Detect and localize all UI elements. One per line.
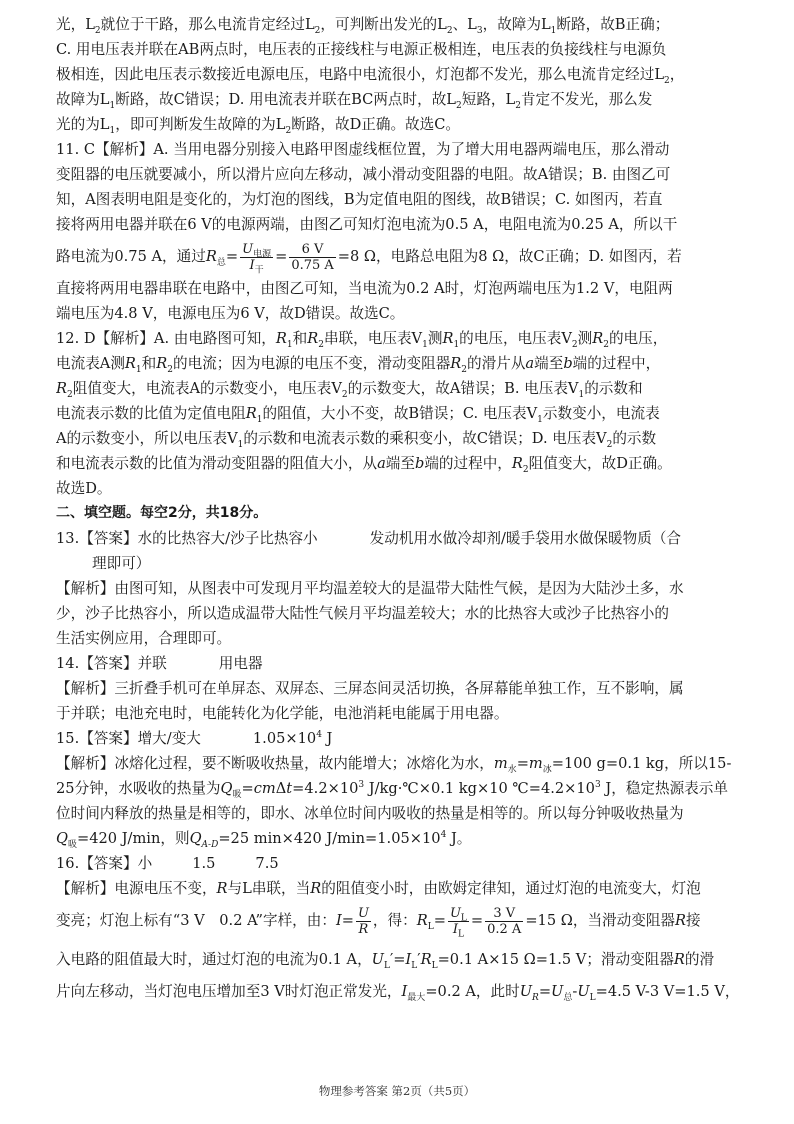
text-line: C. 用电压表并联在AB两点时，电压表的正接线柱与电源正极相连，电压表的负接线柱与电源负 xyxy=(56,41,667,58)
text-line: 故选D。 xyxy=(56,480,112,497)
formula-line: 路电流为0.75 A，通过$R_总=$ $\frac{U_{电源}}{I_干}$ = $\frac{6 V}{0.75 A}$ =8 Ω，电路总电阻为8 Ω，故C正确；D. 如图丙，若 xyxy=(56,241,682,276)
fraction: $\frac{6 V}{0.75 A}$ xyxy=(291,241,334,273)
page-footer: 物理参考答案 第2页（共5页） xyxy=(318,1084,476,1098)
text-line: 少，沙子比热容小，所以造成温带大陆性气候月平均温差较大；水的比热容大或沙子比热容小的 xyxy=(56,605,669,622)
text-line: 极相连，因此电压表示数接近电源电压，电路中电流很小，灯泡都不发光，那么电流肯定经过$L_2$， xyxy=(56,66,685,86)
q16-answer: 16.【答案】小 1.5 7.5 xyxy=(56,855,279,872)
text-line: 光的为$L_1$，即可判断发生故障的为$L_2$断路，故D正确。故选C。 xyxy=(56,116,460,136)
text-line: 电流表示数的比值为定值电阻$R_1$的阻值，大小不变，故B错误；C. 电压表$V_1$示数变小，电流表 xyxy=(56,405,660,425)
text-line: 故障为$L_1$断路，故C错误；D. 用电流表并联在BC两点时，故$L_2$短路，$L_2$肯定不发光，那么发 xyxy=(56,91,653,111)
fraction: $\frac{U_L}{I_L}$ xyxy=(449,905,467,940)
text-line: A的示数变小，所以电压表$V_1$的示数和电流表示数的乘积变小，故C错误；D. 电压表$V_2$的示数 xyxy=(56,430,657,450)
text-line: 片向左移动，当灯泡电压增加至3 V时灯泡正常发光，$I_{最大}=0.2$ A，此时$U_R=U_总-U_L=4.5$ V-3 V=1.5 V， xyxy=(56,983,740,1003)
text-line: 和电流表示数的比值为滑动变阻器的阻值大小，从a端至b端的过程中，$R_2$阻值变大，故D正确。 xyxy=(56,455,672,475)
formula-line: 变亮；灯泡上标有“3 V 0.2 A”字样，由：I= $\frac{U}{R}$ ，得：$R_L=$ $\frac{U_L}{I_L}$ = $\frac{3 V}{0.2 A}$ =15 Ω，当滑动变阻器R接 xyxy=(56,905,701,940)
answer-text xyxy=(56,12,740,1004)
q11-line: 11. C【解析】A. 当用电器分别接入电路甲图虚线框位置，为了增大用电器两端电压，那么滑动 xyxy=(56,141,670,158)
q12-line: 12. D【解析】A. 由电路图可知，$R_1$和$R_2$串联，电压表$V_1$测$R_1$的电压，电压表$V_2$测$R_2$的电压， xyxy=(56,330,668,350)
fraction: $\frac{U_{电源}}{I_干}$ xyxy=(242,241,272,276)
text-line: 位时间内释放的热量是相等的，即水、冰单位时间内吸收的热量是相等的。所以每分钟吸收热量为 xyxy=(56,805,684,822)
text-line: 理即可） xyxy=(92,555,151,572)
text-line: 于并联；电池充电时，电能转化为化学能，电池消耗电能属于用电器。 xyxy=(56,705,509,722)
text-line: 生活实例应用，合理即可。 xyxy=(56,630,232,647)
text-line: 知，A图表明电阻是变化的，为灯泡的图线，B为定值电阻的图线，故B错误；C. 如图丙，若直 xyxy=(56,191,663,208)
text-line: 接将两用电器并联在6 V的电源两端，由图乙可知灯泡电流为0.5 A，电阻电流为0.25 A，所以干 xyxy=(56,216,678,233)
text-line: $Q_吸=420$ J/min，则$Q_{A-D}=25$ min×420 $J/\min=1.05\times 10^4$ J。 xyxy=(56,830,472,850)
q13-analysis: 【解析】由图可知，从图表中可发现月平均温差较大的是温带大陆性气候，是因为大陆沙土多，水 xyxy=(56,580,684,597)
q15-answer: 15.【答案】增大/变大 $1.05\times 10^4$ J xyxy=(56,730,333,747)
q14-answer: 14.【答案】并联 用电器 xyxy=(56,655,263,672)
text-line: 光，$L_2$就位于干路，那么电流肯定经过$L_2$，可判断出发光的$L_2$、$L_3$，故障为$L_1$断路，故B正确； xyxy=(56,16,670,36)
text-line: 25分钟，水吸收的热量为$Q_吸=cm\Delta t=4.2\times 10^3$ J/kg·℃×0.1 kg×10 $℃=4.2\times 10^3$ J，稳定热源表示单 xyxy=(56,780,728,800)
q16-analysis: 【解析】电源电压不变，R与L串联，当R的阻值变小时，由欧姆定律知，通过灯泡的电流变大，灯泡 xyxy=(56,880,701,897)
text-line: 电流表A测$R_1$和$R_2$的电流；因为电源的电压不变，滑动变阻器$R_2$的滑片从a端至b端的过程中， xyxy=(56,355,661,375)
text-line: $R_2$阻值变大，电流表A的示数变小，电压表$V_2$的示数变大，故A错误；B. 电压表$V_1$的示数和 xyxy=(56,380,643,400)
formula-line: 入电路的阻值最大时，通过灯泡的电流为0.1 A，$U_L'=I_L'R_L=0.1$ A×15 Ω=1.5 V；滑动变阻器R的滑 xyxy=(56,951,715,971)
q14-analysis: 【解析】三折叠手机可在单屏态、双屏态、三屏态间灵活切换，各屏幕能单独工作，互不影响，属 xyxy=(56,680,684,697)
section-heading: 二、填空题。每空2分，共18分。 xyxy=(56,505,268,521)
text-line: 变阻器的电压就要减小，所以滑片应向左移动，减小滑动变阻器的电阻。故A错误；B. 由图乙可 xyxy=(56,166,671,183)
text-line: 直接将两用电器串联在电路中，由图乙可知，当电流为0.2 A时，灯泡两端电压为1.2 V，电阻两 xyxy=(56,280,673,297)
text-line: 端电压为4.8 V，电源电压为6 V，故D错误。故选C。 xyxy=(56,305,405,322)
q15-analysis: 【解析】冰熔化过程，要不断吸收热量，故内能增大；冰熔化为水，$m_水=m_冰=100$ g=0.1 kg，所以15- xyxy=(56,755,732,775)
q13-answer: 13.【答案】水的比热容大/沙子比热容小 发动机用水做冷却剂/暖手袋用水做保暖物质（合 xyxy=(56,530,682,547)
fraction: $\frac{3 V}{0.2 A}$ xyxy=(487,905,522,937)
fraction: $\frac{U}{R}$ xyxy=(357,905,369,937)
